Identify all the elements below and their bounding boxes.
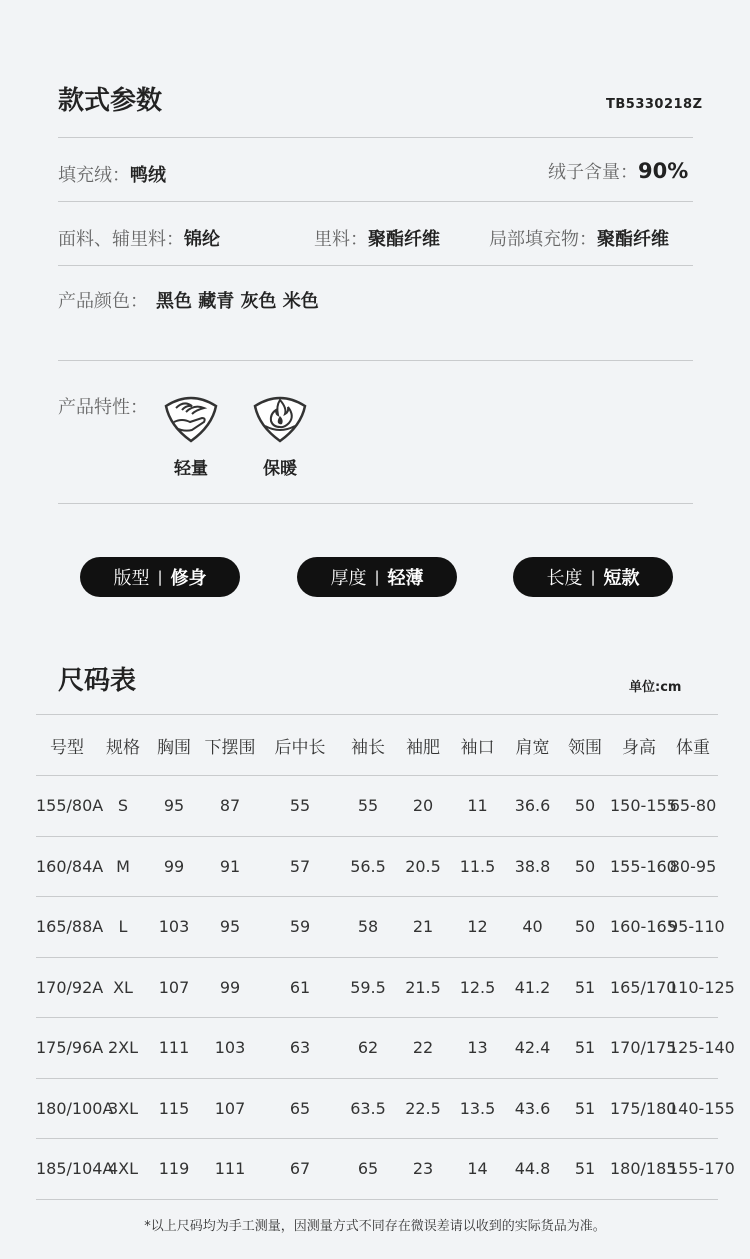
table-cell: 61	[260, 957, 340, 1018]
down-row	[548, 158, 688, 184]
feature-label: 轻量	[174, 459, 208, 479]
table-cell: 4XL	[98, 1139, 148, 1200]
table-cell: 41.2	[505, 957, 560, 1018]
table-cell: 12	[450, 897, 505, 958]
table-cell: 87	[200, 776, 260, 837]
table-cell: 160-165	[610, 897, 668, 958]
table-cell: 119	[148, 1139, 200, 1200]
header-cell: 袖肥	[396, 715, 450, 776]
table-cell: S	[98, 776, 148, 837]
table-cell: 14	[450, 1139, 505, 1200]
table-cell: 21	[396, 897, 450, 958]
table-cell: 51	[560, 957, 610, 1018]
table-cell: XL	[98, 957, 148, 1018]
divider	[58, 503, 693, 504]
table-cell: L	[98, 897, 148, 958]
table-cell: 51	[560, 1078, 610, 1139]
filling-row	[58, 161, 166, 187]
partial-value: 聚酯纤维	[597, 229, 669, 250]
header-cell: 袖口	[450, 715, 505, 776]
table-cell: 111	[148, 1018, 200, 1079]
product-code: TB5330218Z	[606, 97, 703, 112]
pill-value: 修身	[170, 568, 207, 589]
thickness-pill	[297, 557, 457, 597]
table-cell: 36.6	[505, 776, 560, 837]
table-cell: 62	[340, 1018, 396, 1079]
table-cell: 175/180	[610, 1078, 668, 1139]
pill-key: 厚度	[330, 568, 367, 589]
feature-warm	[245, 392, 315, 479]
size-table-header	[36, 715, 718, 776]
lining-row	[314, 225, 440, 251]
table-cell: 65	[340, 1139, 396, 1200]
pill-separator: |	[374, 568, 380, 586]
table-cell: 51	[560, 1139, 610, 1200]
filling-label: 填充绒：	[58, 165, 130, 186]
table-row	[36, 836, 718, 897]
divider	[58, 137, 693, 138]
fabric-row	[58, 225, 220, 251]
lining-label: 里料：	[314, 229, 368, 250]
table-cell: 50	[560, 776, 610, 837]
table-cell: 63.5	[340, 1078, 396, 1139]
pill-key: 版型	[113, 568, 150, 589]
table-cell: 38.8	[505, 836, 560, 897]
table-cell: 57	[260, 836, 340, 897]
table-cell: 91	[200, 836, 260, 897]
table-cell: 22.5	[396, 1078, 450, 1139]
table-cell: 65-80	[668, 776, 718, 837]
table-cell: 125-140	[668, 1018, 718, 1079]
table-cell: 55	[260, 776, 340, 837]
unit-label: 单位:cm	[629, 680, 682, 695]
table-row	[36, 897, 718, 958]
header-cell: 肩宽	[505, 715, 560, 776]
header-cell: 领围	[560, 715, 610, 776]
table-cell: 50	[560, 836, 610, 897]
table-cell: 63	[260, 1018, 340, 1079]
table-cell: 51	[560, 1018, 610, 1079]
table-cell: 20.5	[396, 836, 450, 897]
table-cell: 59	[260, 897, 340, 958]
fit-pill	[80, 557, 240, 597]
table-cell: 160/84A	[36, 836, 98, 897]
table-cell: 155-170	[668, 1139, 718, 1200]
header-cell: 后中长	[260, 715, 340, 776]
divider	[58, 360, 693, 361]
feather-hand-icon	[162, 392, 220, 444]
table-row	[36, 776, 718, 837]
length-pill	[513, 557, 673, 597]
table-cell: 110-125	[668, 957, 718, 1018]
pill-separator: |	[157, 568, 163, 586]
down-label: 绒子含量：	[548, 162, 638, 183]
feature-label: 保暖	[263, 459, 297, 479]
table-cell: 140-155	[668, 1078, 718, 1139]
fabric-label: 面料、辅里料：	[58, 229, 184, 250]
pill-separator: |	[590, 568, 596, 586]
color-label: 产品颜色：	[58, 291, 148, 312]
table-cell: 103	[148, 897, 200, 958]
table-cell: 95	[148, 776, 200, 837]
table-cell: 67	[260, 1139, 340, 1200]
table-cell: M	[98, 836, 148, 897]
table-cell: 13	[450, 1018, 505, 1079]
table-cell: 99	[200, 957, 260, 1018]
table-cell: 155-160	[610, 836, 668, 897]
pill-value: 轻薄	[387, 568, 424, 589]
fabric-value: 锦纶	[184, 229, 220, 250]
header-cell: 身高	[610, 715, 668, 776]
table-cell: 50	[560, 897, 610, 958]
lining-value: 聚酯纤维	[368, 229, 440, 250]
table-cell: 22	[396, 1018, 450, 1079]
header-cell: 下摆围	[200, 715, 260, 776]
partial-row	[489, 225, 669, 251]
table-cell: 43.6	[505, 1078, 560, 1139]
table-cell: 44.8	[505, 1139, 560, 1200]
table-cell: 103	[200, 1018, 260, 1079]
table-cell: 56.5	[340, 836, 396, 897]
header-cell: 规格	[98, 715, 148, 776]
partial-label: 局部填充物：	[489, 229, 597, 250]
table-row	[36, 1139, 718, 1200]
table-cell: 180/185	[610, 1139, 668, 1200]
feature-lightweight	[156, 392, 226, 479]
spec-title: 款式参数	[58, 86, 163, 116]
pill-value: 短款	[603, 568, 640, 589]
table-cell: 21.5	[396, 957, 450, 1018]
divider	[58, 201, 693, 202]
table-row	[36, 1078, 718, 1139]
table-cell: 80-95	[668, 836, 718, 897]
table-cell: 20	[396, 776, 450, 837]
divider	[58, 265, 693, 266]
table-cell: 58	[340, 897, 396, 958]
table-cell: 59.5	[340, 957, 396, 1018]
header-cell: 体重	[668, 715, 718, 776]
features-label: 产品特性：	[58, 397, 148, 418]
header-cell: 袖长	[340, 715, 396, 776]
table-row	[36, 1018, 718, 1079]
table-cell: 3XL	[98, 1078, 148, 1139]
header-cell: 胸围	[148, 715, 200, 776]
flame-warm-icon	[251, 392, 309, 444]
table-cell: 107	[200, 1078, 260, 1139]
table-cell: 95-110	[668, 897, 718, 958]
color-value: 黑色 藏青 灰色 米色	[156, 291, 319, 312]
size-table	[36, 714, 735, 1200]
pill-key: 长度	[546, 568, 583, 589]
table-cell: 185/104A	[36, 1139, 98, 1200]
table-cell: 11.5	[450, 836, 505, 897]
table-cell: 65	[260, 1078, 340, 1139]
size-table-body	[36, 776, 735, 1200]
filling-value: 鸭绒	[130, 165, 166, 186]
down-value: 90%	[638, 159, 689, 183]
table-cell: 55	[340, 776, 396, 837]
table-cell: 170/175	[610, 1018, 668, 1079]
table-cell: 155/80A	[36, 776, 98, 837]
header-cell: 号型	[36, 715, 98, 776]
table-cell: 95	[200, 897, 260, 958]
table-cell: 150-155	[610, 776, 668, 837]
table-cell: 11	[450, 776, 505, 837]
table-cell: 111	[200, 1139, 260, 1200]
table-cell: 2XL	[98, 1018, 148, 1079]
footnote: *以上尺码均为手工测量，因测量方式不同存在微误差请以收到的实际货品为准。	[144, 1219, 606, 1234]
size-chart-title: 尺码表	[58, 666, 137, 696]
table-cell: 175/96A	[36, 1018, 98, 1079]
table-cell: 165/88A	[36, 897, 98, 958]
table-cell: 23	[396, 1139, 450, 1200]
color-row	[58, 287, 319, 313]
table-cell: 180/100A	[36, 1078, 98, 1139]
table-cell: 40	[505, 897, 560, 958]
table-row	[36, 957, 718, 1018]
table-cell: 99	[148, 836, 200, 897]
table-cell: 107	[148, 957, 200, 1018]
table-cell: 115	[148, 1078, 200, 1139]
table-cell: 12.5	[450, 957, 505, 1018]
table-cell: 165/170	[610, 957, 668, 1018]
table-cell: 42.4	[505, 1018, 560, 1079]
table-cell: 13.5	[450, 1078, 505, 1139]
table-cell: 170/92A	[36, 957, 98, 1018]
